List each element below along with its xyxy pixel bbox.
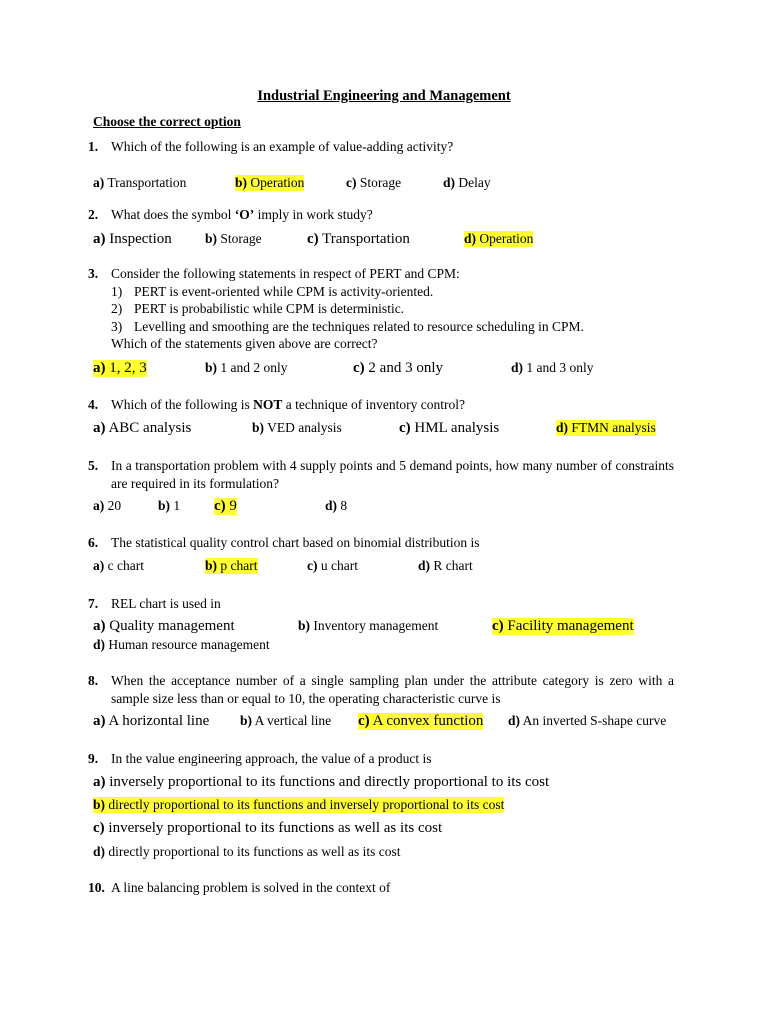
option-a: a) c chart <box>93 558 144 573</box>
question-number: 8. <box>88 673 99 688</box>
question-10 <box>88 879 674 897</box>
options-q7 <box>93 618 693 636</box>
question-text: Which of the following is NOT a technique of inventory control? <box>111 397 465 412</box>
question-number: 6. <box>88 535 99 550</box>
option-a: a) Transportation <box>93 175 187 190</box>
question-number: 5. <box>88 458 99 473</box>
options-q2 <box>93 231 693 249</box>
option-c-correct: c) A convex function <box>358 713 484 729</box>
option-c: c) u chart <box>307 558 358 573</box>
option-a-correct: a) 1, 2, 3 <box>93 360 147 376</box>
question-number: 2. <box>88 207 99 222</box>
question-3 <box>88 265 674 353</box>
option-d: d) Delay <box>443 175 491 190</box>
question-prompt: Which of the statements given above are correct? <box>111 336 378 351</box>
question-4 <box>88 396 674 414</box>
option-b-correct: b) p chart <box>205 558 258 573</box>
option-d: d) An inverted S-shape curve <box>508 713 667 728</box>
question-text: What does the symbol ‘O’ imply in work study? <box>111 207 373 222</box>
question-7 <box>88 595 674 613</box>
question-2 <box>88 206 674 224</box>
question-number: 7. <box>88 596 99 611</box>
option-b-correct: b) Operation <box>235 175 305 190</box>
question-text: When the acceptance number of a single sampling plan under the attribute category is zero with a sample size less than or equal to 10, the operating characteristic curve is <box>111 673 674 706</box>
question-text: Consider the following statements in respect of PERT and CPM: <box>111 266 460 281</box>
option-d-q7: d) Human resource management <box>93 637 270 652</box>
option-b-q9-correct: b) directly proportional to its functions and inversely proportional to its cost <box>93 797 505 812</box>
section-instruction: Choose the correct option <box>93 114 241 129</box>
question-number: 1. <box>88 139 99 154</box>
options-q4 <box>93 420 693 438</box>
option-c-q9: c) inversely proportional to its functions as well as its cost <box>93 820 443 836</box>
options-q5 <box>93 498 693 516</box>
option-c: c) 2 and 3 only <box>353 360 443 376</box>
question-6 <box>88 534 674 552</box>
question-1 <box>88 138 674 156</box>
option-c-correct: c) 9 <box>214 498 237 514</box>
statement-1: 1) PERT is event-oriented while CPM is activity-oriented. <box>111 283 434 299</box>
option-c-correct: c) Facility management <box>492 618 634 634</box>
option-d-correct: d) Operation <box>464 231 534 246</box>
question-text: The statistical quality control chart based on binomial distribution is <box>111 535 480 550</box>
option-d: d) 1 and 3 only <box>511 360 594 375</box>
question-8 <box>88 672 674 707</box>
statement-3: 3) Levelling and smoothing are the techniques related to resource scheduling in CPM. <box>111 318 584 334</box>
option-b: b) A vertical line <box>240 713 332 728</box>
option-b: b) VED analysis <box>252 420 342 435</box>
question-text: A line balancing problem is solved in the context of <box>111 880 391 895</box>
option-a: a) 20 <box>93 498 122 513</box>
option-b: b) Inventory management <box>298 618 439 633</box>
statement-2: 2) PERT is probabilistic while CPM is deterministic. <box>111 301 405 316</box>
option-a: a) Quality management <box>93 618 235 634</box>
option-c: c) HML analysis <box>399 420 500 436</box>
option-b: b) 1 <box>158 498 181 513</box>
question-number: 3. <box>88 266 99 281</box>
question-number: 4. <box>88 397 99 412</box>
question-9 <box>88 750 674 768</box>
option-c: c) Storage <box>346 175 402 190</box>
option-c: c) Transportation <box>307 231 410 247</box>
question-number: 9. <box>88 751 99 766</box>
option-d: d) 8 <box>325 498 348 513</box>
question-text: Which of the following is an example of value-adding activity? <box>111 139 454 154</box>
question-text: In the value engineering approach, the value of a product is <box>111 751 432 766</box>
option-a: a) Inspection <box>93 231 172 247</box>
option-a-q9: a) inversely proportional to its functions and directly proportional to its cost <box>93 774 550 790</box>
option-a: a) A horizontal line <box>93 713 210 729</box>
question-text: In a transportation problem with 4 supply points and 5 demand points, how many number of constraints are required in its formulation? <box>111 458 674 491</box>
document-title: Industrial Engineering and Management <box>257 88 511 104</box>
options-q1 <box>93 175 693 193</box>
option-b: b) 1 and 2 only <box>205 360 288 375</box>
question-5 <box>88 457 674 492</box>
option-b: b) Storage <box>205 231 262 246</box>
options-q3 <box>93 360 693 378</box>
question-text: REL chart is used in <box>111 596 221 611</box>
options-q6 <box>93 558 693 576</box>
option-d-q9: d) directly proportional to its functions as well as its cost <box>93 844 401 859</box>
question-number: 10. <box>88 880 105 895</box>
option-d: d) R chart <box>418 558 473 573</box>
option-d-correct: d) FTMN analysis <box>556 420 656 435</box>
options-q8 <box>93 713 693 731</box>
option-a: a) ABC analysis <box>93 420 192 436</box>
